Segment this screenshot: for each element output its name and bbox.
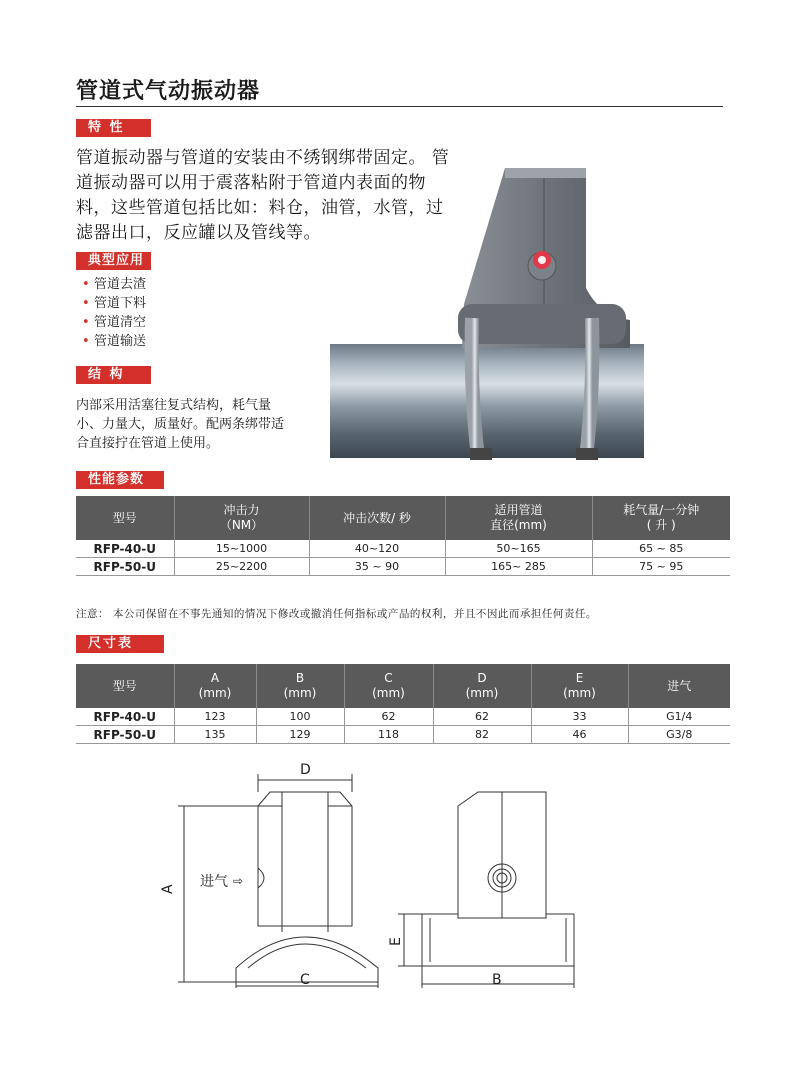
dim-label-c: C <box>300 972 310 988</box>
list-item: • 管道输送 <box>82 332 146 351</box>
dim-label-a: A <box>160 884 176 894</box>
table-row <box>76 708 730 726</box>
table-header: 适用管道 直径(mm) <box>445 496 592 540</box>
title-divider <box>76 106 723 107</box>
arrow-right-icon: ⇨ <box>233 874 244 888</box>
table-cell: 15~1000 <box>174 540 309 558</box>
table-cell: 82 <box>433 726 531 744</box>
clamp-band-left <box>472 318 478 458</box>
applications-list <box>82 275 146 351</box>
table-header: 耗气量/一分钟 ( 升 ) <box>592 496 730 540</box>
table-header: C (mm) <box>344 664 433 708</box>
section-tag-performance: 性能参数 <box>76 471 164 489</box>
front-view-body <box>258 792 352 926</box>
table-row <box>76 558 730 576</box>
table-cell: 46 <box>531 726 628 744</box>
structure-text <box>76 396 316 453</box>
table-cell: 118 <box>344 726 433 744</box>
dimension-table <box>76 664 730 744</box>
list-item: • 管道清空 <box>82 313 146 332</box>
table-cell: 35 ~ 90 <box>309 558 445 576</box>
dimension-drawing <box>160 756 590 992</box>
structure-line: 合直接拧在管道上使用。 <box>76 436 220 451</box>
table-cell: G3/8 <box>628 726 730 744</box>
features-line: 滤器出口，反应罐以及管线等。 <box>76 223 321 243</box>
dim-label-b: B <box>492 972 502 988</box>
table-cell: 123 <box>174 708 256 726</box>
table-header: D (mm) <box>433 664 531 708</box>
section-tag-structure: 结 构 <box>76 366 151 384</box>
table-cell: RFP-50-U <box>76 558 174 576</box>
table-cell: RFP-40-U <box>76 708 174 726</box>
table-header: 型号 <box>76 664 174 708</box>
product-photo <box>330 168 644 464</box>
disclaimer-note: 注意： 本公司保留在不事先通知的情况下修改或撤消任何指标或产品的权利，并且不因此而承担任何责任。 <box>76 608 597 620</box>
list-item: • 管道下料 <box>82 294 146 313</box>
table-header: A (mm) <box>174 664 256 708</box>
structure-line: 小、力量大，质量好。配两条绑带适 <box>76 417 285 432</box>
table-cell: 25~2200 <box>174 558 309 576</box>
performance-table <box>76 496 730 576</box>
table-header: 型号 <box>76 496 174 540</box>
side-view-pipe <box>422 914 574 966</box>
table-cell: 50~165 <box>445 540 592 558</box>
structure-line: 内部采用活塞往复式结构，耗气量 <box>76 398 272 413</box>
page-title: 管道式气动振动器 <box>76 79 261 104</box>
table-header: 进气 <box>628 664 730 708</box>
table-cell: 100 <box>256 708 344 726</box>
table-cell: G1/4 <box>628 708 730 726</box>
table-cell: 75 ~ 95 <box>592 558 730 576</box>
section-tag-features: 特 性 <box>76 119 151 137</box>
table-cell: RFP-40-U <box>76 540 174 558</box>
table-cell: 165~ 285 <box>445 558 592 576</box>
table-cell: 129 <box>256 726 344 744</box>
table-cell: RFP-50-U <box>76 726 174 744</box>
dim-label-d: D <box>300 762 311 778</box>
features-line: 料，这些管道包括比如：料仓，油管，水管，过 <box>76 198 444 218</box>
table-header: 冲击次数/ 秒 <box>309 496 445 540</box>
clamp-band-right <box>586 318 592 458</box>
vibrator-base-shape <box>458 304 626 344</box>
list-item: • 管道去渣 <box>82 275 146 294</box>
section-tag-applications: 典型应用 <box>76 252 151 270</box>
table-row <box>76 726 730 744</box>
table-cell: 62 <box>433 708 531 726</box>
table-row <box>76 540 730 558</box>
table-header: B (mm) <box>256 664 344 708</box>
features-line: 道振动器可以用于震落粘附于管道内表面的物 <box>76 173 426 193</box>
dim-label-e: E <box>388 937 404 946</box>
table-cell: 135 <box>174 726 256 744</box>
section-tag-dimensions: 尺寸表 <box>76 635 164 653</box>
table-cell: 33 <box>531 708 628 726</box>
table-cell: 40~120 <box>309 540 445 558</box>
table-cell: 62 <box>344 708 433 726</box>
table-header: E (mm) <box>531 664 628 708</box>
features-line: 管道振动器与管道的安装由不绣钢绑带固定。 管 <box>76 148 450 168</box>
inlet-label: 进气 <box>200 874 228 890</box>
table-cell: 65 ~ 85 <box>592 540 730 558</box>
table-header: 冲击力 （NM） <box>174 496 309 540</box>
